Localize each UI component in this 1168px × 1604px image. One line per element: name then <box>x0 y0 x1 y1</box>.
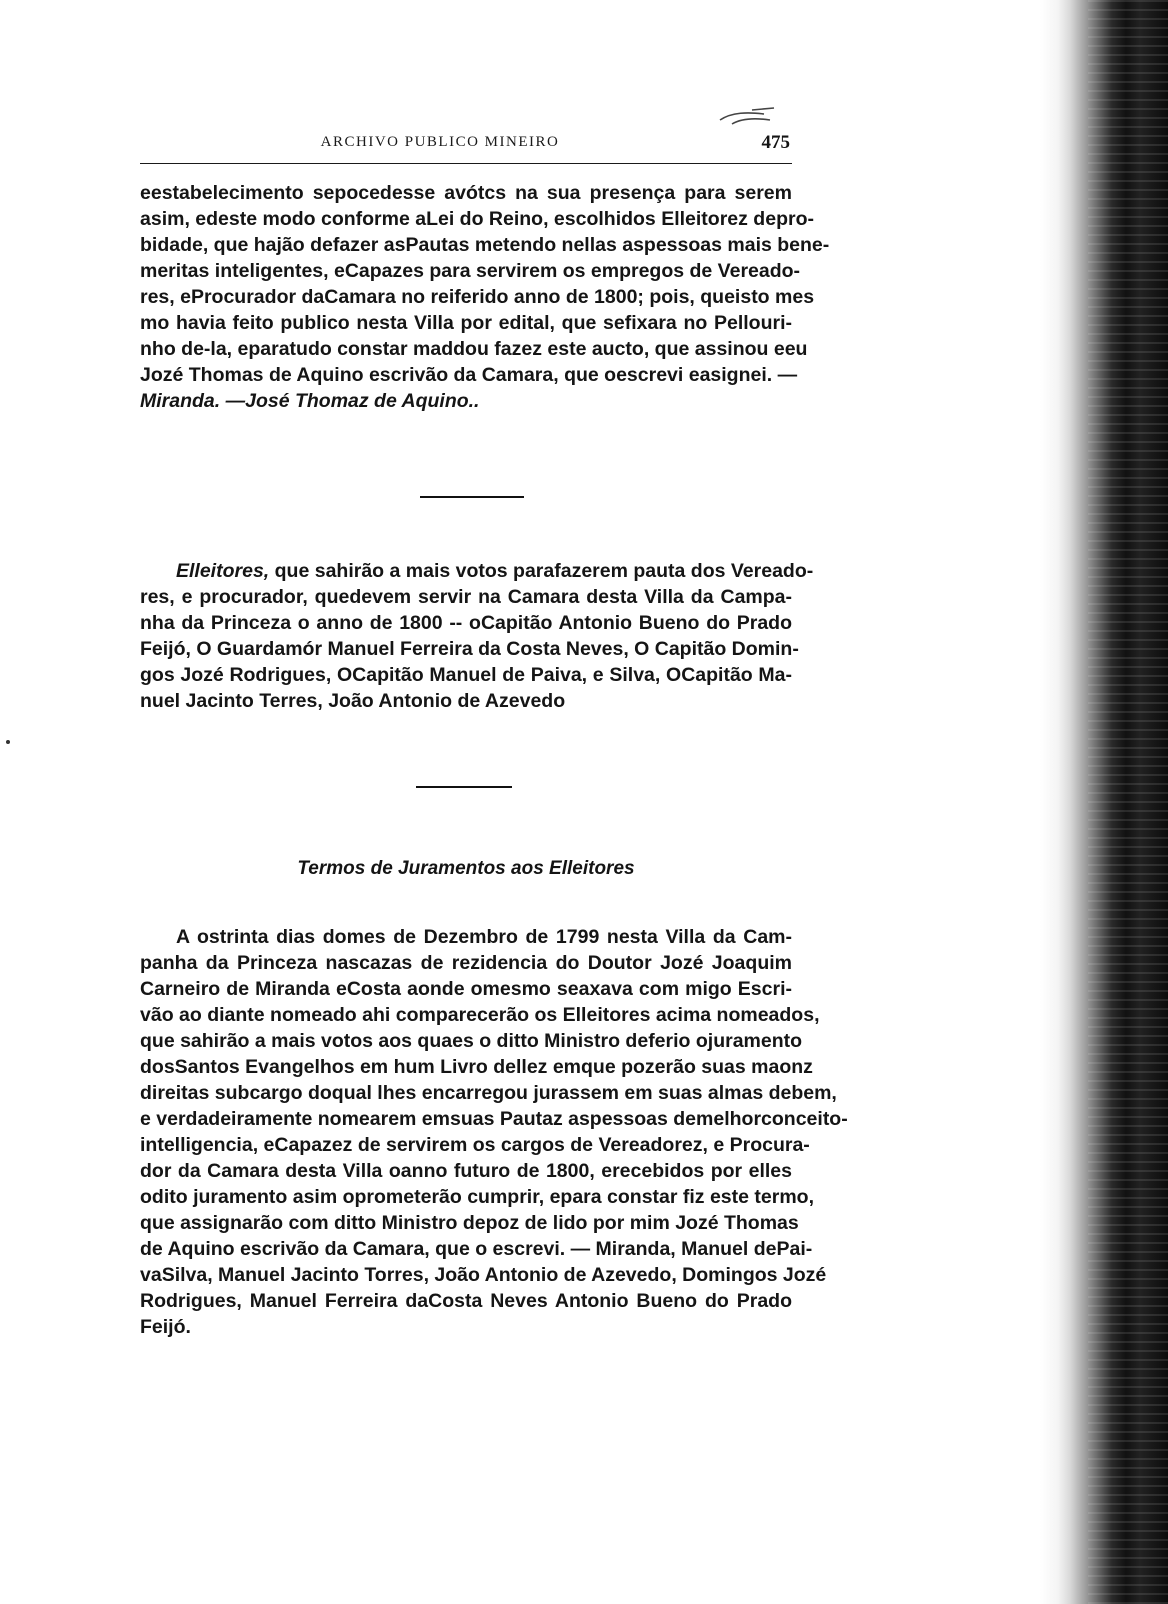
text-line: eestabelecimento sepocedesse avótcs na sua presença para serem <box>140 182 792 204</box>
text-line <box>140 558 814 584</box>
running-header <box>140 130 792 158</box>
text-line: nha da Princeza o anno de 1800 -- oCapitão Antonio Bueno do Prado <box>140 612 792 634</box>
text-line: intelligencia, eCapazez de servirem os cargos de Vereadorez, e Procura- <box>140 1134 810 1156</box>
paragraph-1 <box>140 180 830 414</box>
text-line: mo havia feito publico nesta Villa por edital, que sefixara no Pellouri- <box>140 312 792 334</box>
text-line: odito juramento asim oprometerão cumprir, epara constar fiz este termo, <box>140 1186 815 1208</box>
paragraph-3 <box>140 924 848 1340</box>
page-number: 475 <box>761 132 790 153</box>
text-line: res, eProcurador daCamara no reiferido anno de 1800; pois, queisto mes <box>140 286 815 308</box>
electors-lead: Elleitores, <box>176 560 270 582</box>
paragraph-2 <box>140 558 814 714</box>
text-line: de Aquino escrivão da Camara, que o escrevi. — Miranda, Manuel dePai- <box>140 1238 813 1260</box>
text-line: Carneiro de Miranda eCosta aonde omesmo seaxava com migo Escri- <box>140 978 792 1000</box>
text-line: dosSantos Evangelhos em hum Livro dellez emque pozerão suas maonz <box>140 1056 813 1078</box>
ornament-icon <box>712 100 782 128</box>
text-line: vaSilva, Manuel Jacinto Torres, João Antonio de Azevedo, Domingos Jozé <box>140 1264 827 1286</box>
text-line: bidade, que hajão defazer asPautas metendo nellas aspessoas mais bene- <box>140 234 830 256</box>
text-line: vão ao diante nomeado ahi comparecerão os Elleitores acima nomeados, <box>140 1004 820 1026</box>
text-line: asim, edeste modo conforme aLei do Reino, escolhidos Elleitorez depro- <box>140 208 814 230</box>
text-line: gos Jozé Rodrigues, OCapitão Manuel de Paiva, e Silva, OCapitão Ma- <box>140 664 792 686</box>
text-line: e verdadeiramente nomearem emsuas Pautaz aspessoas demelhorconceito- <box>140 1108 848 1130</box>
text-line: meritas inteligentes, eCapazes para servirem os empregos de Vereado- <box>140 260 801 282</box>
text-line: Feijó. <box>140 1316 191 1338</box>
text-line: nuel Jacinto Terres, João Antonio de Azevedo <box>140 690 566 712</box>
text-line: A ostrinta dias domes de Dezembro de 1799 nesta Villa da Cam- <box>176 926 792 948</box>
signature-line: Miranda. —José Thomaz de Aquino.. <box>140 390 480 412</box>
running-title: ARCHIVO PUBLICO MINEIRO <box>320 134 560 150</box>
margin-speck <box>6 740 10 744</box>
binding-scan-texture <box>1088 0 1168 1604</box>
text-line: panha da Princeza nascazas de rezidencia do Doutor Jozé Joaquim <box>140 952 792 974</box>
text-line: que sahirão a mais votos aos quaes o ditto Ministro deferio ojuramento <box>140 1030 803 1052</box>
text-line: res, e procurador, quedevem servir na Camara desta Villa da Campa- <box>140 586 792 608</box>
header-rule <box>140 163 792 164</box>
text-line: Feijó, O Guardamór Manuel Ferreira da Costa Neves, O Capitão Domin- <box>140 638 799 660</box>
section-separator <box>416 786 512 788</box>
section-title: Termos de Juramentos aos Elleitores <box>297 858 635 879</box>
text-fragment: que sahirão a mais votos parafazerem pauta dos Vereado- <box>269 560 814 582</box>
text-line: nho de-la, eparatudo constar maddou fazez este aucto, que assinou eeu <box>140 338 808 360</box>
text-line: direitas subcargo doqual lhes encarregou jurassem em suas almas debem, <box>140 1082 837 1104</box>
text-line: Rodrigues, Manuel Ferreira daCosta Neves Antonio Bueno do Prado <box>140 1290 792 1312</box>
text-line: que assignarão com ditto Ministro depoz de lido por mim Jozé Thomas <box>140 1212 799 1234</box>
text-line: dor da Camara desta Villa oanno futuro de 1800, erecebidos por elles <box>140 1160 792 1182</box>
text-line: Jozé Thomas de Aquino escrivão da Camara, que oescrevi easignei. — <box>140 364 798 386</box>
section-separator <box>420 496 524 498</box>
